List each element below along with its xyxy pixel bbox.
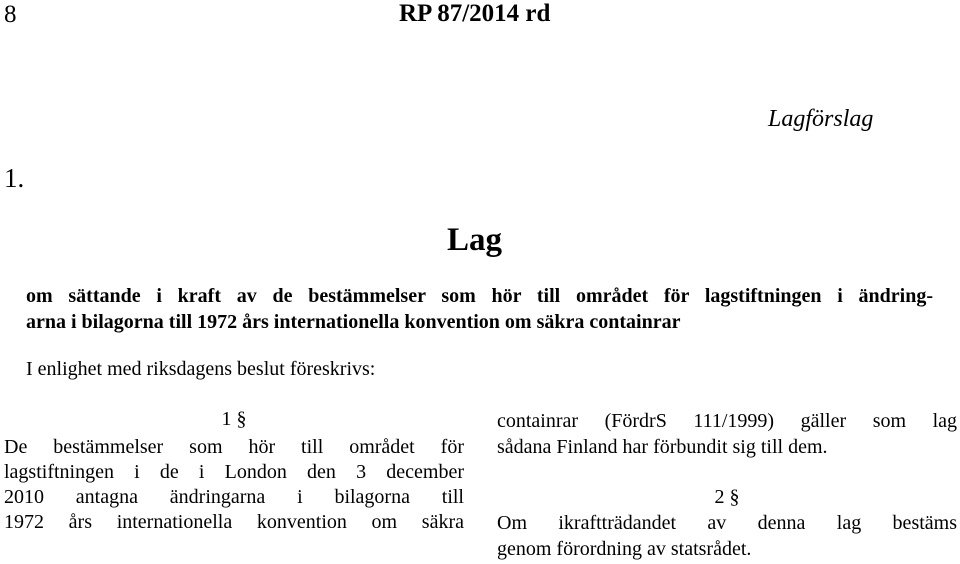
paragraph-1-line: 1972 års internationella konvention om säkra — [4, 511, 464, 533]
section-number: 1. — [4, 163, 25, 193]
paragraph-1-line: containrar (FördrS 111/1999) gäller som lag — [497, 410, 957, 432]
paragraph-2-heading: 2 § — [714, 486, 740, 508]
law-title: Lag — [447, 222, 503, 258]
paragraph-1-line: De bestämmelser som hör till området för — [4, 436, 464, 458]
page-number: 8 — [4, 1, 17, 28]
paragraph-1-heading: 1 § — [221, 408, 247, 430]
law-subtitle-line: arna i bilagorna till 1972 års internationella konvention om säkra containrar — [26, 311, 681, 333]
document-id: RP 87/2014 rd — [399, 0, 551, 27]
paragraph-1-line: sådana Finland har förbundit sig till dem. — [497, 436, 828, 458]
law-subtitle-line: om sättande i kraft av de bestämmelser som hör till området för lagstiftningen i ändring- — [26, 285, 933, 307]
preamble: I enlighet med riksdagens beslut föreskrivs: — [26, 358, 376, 380]
paragraph-1-line: lagstiftningen i de i London den 3 december — [4, 461, 464, 483]
section-label: Lagförslag — [768, 106, 874, 132]
paragraph-1-line: 2010 antagna ändringarna i bilagorna till — [4, 486, 464, 508]
paragraph-2-line: Om ikraftträdandet av denna lag bestäms — [497, 512, 957, 534]
paragraph-2-line: genom förordning av statsrådet. — [497, 538, 752, 560]
